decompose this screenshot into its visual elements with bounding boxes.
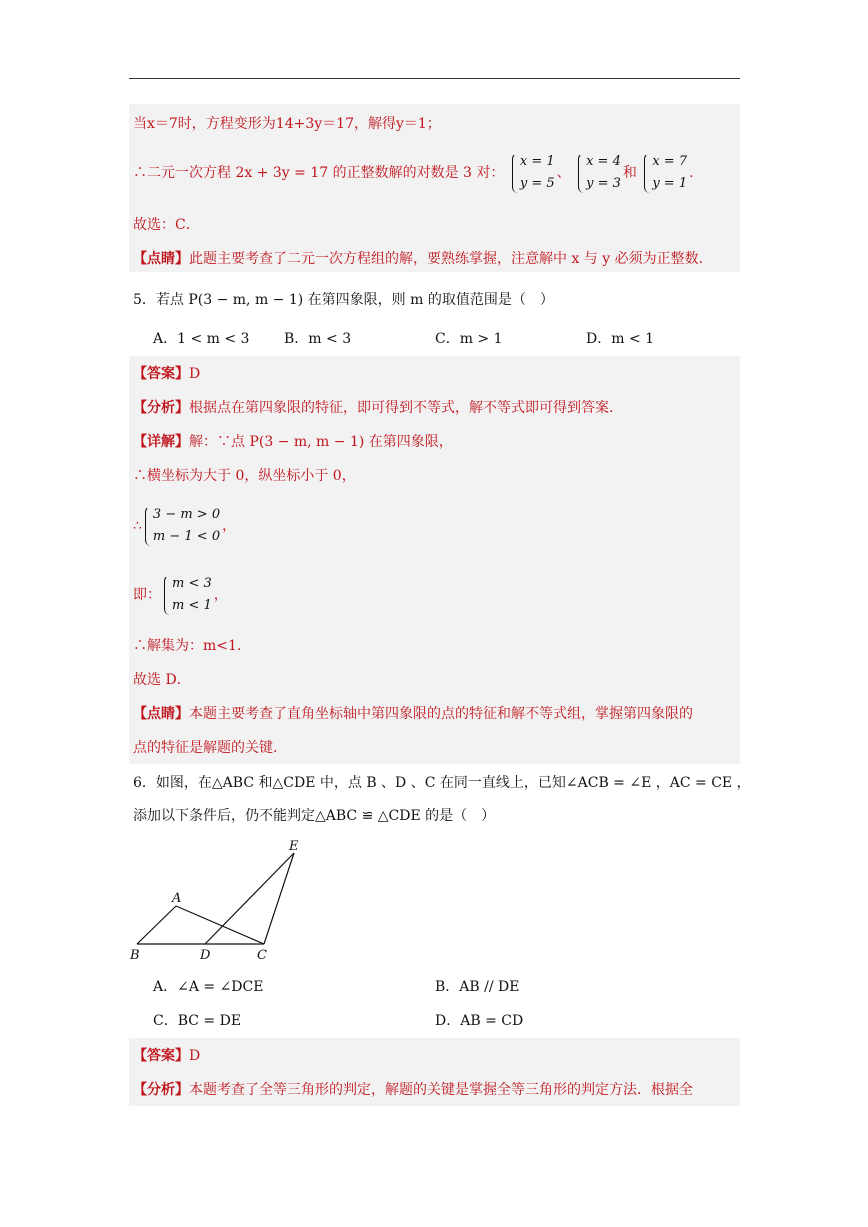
label-a: A [172, 891, 182, 906]
q5-option-a[interactable]: A．1 < m < 3 [153, 331, 250, 347]
q6-option-b[interactable]: B．AB // DE [435, 979, 520, 995]
solution-system-2: x = 4 y = 3 [577, 151, 621, 195]
solution-system-1: x = 1 y = 5 [511, 151, 555, 195]
prev-line-2 [133, 151, 694, 195]
namely: 即： [133, 587, 161, 603]
label-c: C [257, 948, 267, 963]
line-ce [264, 853, 294, 944]
detail-text: 解：∵点 P(3 − m, m − 1) 在第四象限， [189, 434, 453, 450]
q5-option-d[interactable]: D．m < 1 [586, 331, 655, 347]
simplified-system: m < 3 m < 1 [163, 573, 212, 617]
prev-line-1: 当x＝7时，方程变形为14+3y＝17，解得y＝1； [133, 116, 441, 132]
period: . [689, 165, 694, 181]
prev-choice: 故选：C． [133, 217, 200, 233]
tip-text-1: 本题主要考查了直角坐标轴中第四象限的点的特征和解不等式组，掌握第四象限的 [189, 706, 693, 722]
q6-option-a[interactable]: A．∠A = ∠DCE [153, 979, 264, 995]
separator: 和 [622, 165, 637, 181]
tip-text: 此题主要考查了二元一次方程组的解，要熟练掌握，注意解中 x 与 y 必须为正整数. [189, 251, 704, 267]
analysis-text: 根据点在第四象限的特征，即可得到不等式，解不等式即可得到答案. [189, 400, 614, 416]
q5-option-c[interactable]: C．m > 1 [435, 331, 503, 347]
prev-tip [133, 249, 703, 269]
q5-solution-set: ∴解集为：m<1. [133, 638, 242, 654]
prev-line-2-text: ∴二元一次方程 2x + 3y = 17 的正整数解的对数是 3 对： [133, 165, 505, 181]
q5-line-coords: ∴横坐标为大于 0，纵坐标小于 0， [133, 468, 356, 484]
q6-option-c[interactable]: C．BC = DE [153, 1013, 242, 1029]
analysis-tag: 【分析】 [133, 1082, 189, 1098]
q5-option-b[interactable]: B．m < 3 [284, 331, 352, 347]
comma: ， [213, 587, 228, 603]
q5-answer [133, 364, 200, 384]
analysis-tag: 【分析】 [133, 400, 189, 416]
line-de [205, 853, 294, 944]
label-b: B [130, 948, 140, 963]
separator: 、 [556, 165, 571, 181]
inequality-system: 3 − m > 0 m − 1 < 0 [144, 504, 220, 548]
detail-tag: 【详解】 [133, 434, 189, 450]
line-ac [176, 906, 264, 944]
line-ba [137, 906, 176, 944]
analysis-text: 本题考查了全等三角形的判定，解题的关键是掌握全等三角形的判定方法．根据全 [189, 1082, 693, 1098]
q5-analysis [133, 398, 613, 418]
q5-tip [133, 704, 693, 724]
q5-stem: 5．若点 P(3 − m, m − 1) 在第四象限，则 m 的取值范围是（ ） [133, 292, 554, 308]
q6-option-d[interactable]: D．AB = CD [435, 1013, 524, 1029]
q5-simplified-system [133, 573, 228, 617]
tip-tag: 【点睛】 [133, 251, 189, 267]
q6-answer [133, 1046, 200, 1066]
q6-analysis [133, 1080, 693, 1100]
answer-value: D [189, 1048, 201, 1064]
q5-choice: 故选 D． [133, 672, 191, 688]
label-d: D [200, 948, 211, 963]
solution-system-3: x = 7 y = 1 [643, 151, 687, 195]
q6-stem-1: 6．如图，在△ABC 和△CDE 中，点 B 、D 、C 在同一直线上，已知∠ACB = ∠E ，AC = CE ， [133, 775, 751, 791]
label-e: E [289, 839, 299, 854]
therefore: ∴ [133, 518, 142, 534]
answer-value: D [189, 366, 201, 382]
q5-tip-2: 点的特征是解题的关键. [133, 740, 278, 756]
comma: ， [222, 518, 237, 534]
q6-stem-2: 添加以下条件后，仍不能判定△ABC ≌ △CDE 的是（ ） [133, 808, 496, 824]
tip-tag: 【点睛】 [133, 706, 189, 722]
q5-inequality-system [133, 504, 236, 548]
q5-detail [133, 432, 453, 452]
header-rule [129, 78, 740, 79]
answer-tag: 【答案】 [133, 366, 189, 382]
triangle-figure [125, 835, 315, 965]
answer-tag: 【答案】 [133, 1048, 189, 1064]
